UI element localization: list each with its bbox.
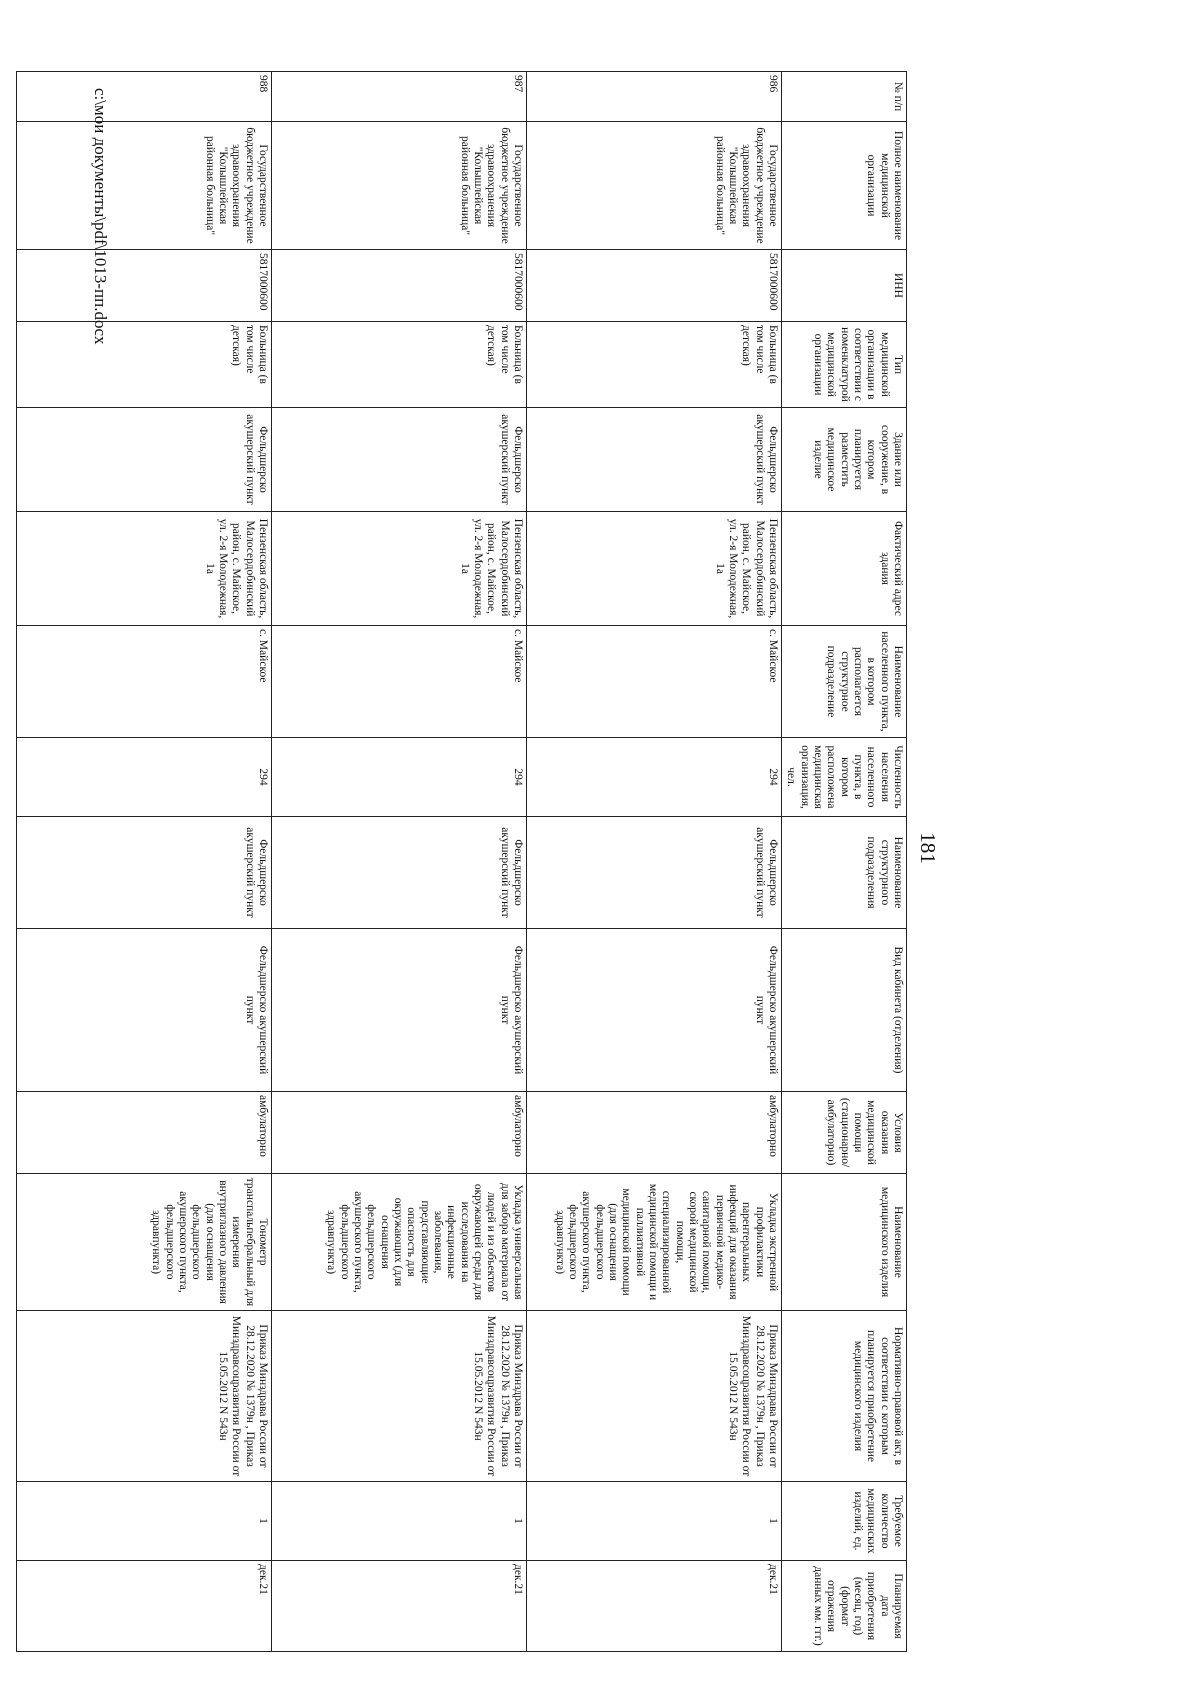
header-cell-settlement: Наименование населенного пункта, в котором располагается структурное подразделение — [782, 626, 907, 738]
header-cell-unit: Наименование структурного подразделения — [782, 817, 907, 929]
row-building: Фельдшерско акушерский пункт — [527, 408, 782, 512]
equipment-table — [16, 71, 907, 1652]
row-device: Тонометр транспальпебральный для измерения внутриглазного давления (для оснащения фельдшерского акушерского пункта, фельдшерского здравпункта) — [17, 1174, 272, 1311]
table-row — [17, 72, 272, 1652]
header-cell-num: № п/п — [782, 72, 907, 122]
row-inn: 5817000600 — [272, 250, 527, 322]
row-inn: 5817000600 — [17, 250, 272, 322]
row-date: дек.21 — [17, 1561, 272, 1652]
row-org-name: Государственное бюджетное учреждение здравоохранения "Колышлейская районная больница" — [272, 122, 527, 250]
row-org-type: Больница (в том числе детская) — [527, 322, 782, 408]
row-device: Укладка экстренной профилактики парентеральных инфекций для оказания первичной медико-санитарной помощи, скорой медицинской помощи, специализированной медицинской помощи и паллиативной медицинской помощи (для оснащения фельдшерского акушерского пункта, фельдшерского здравпункта) — [527, 1174, 782, 1311]
row-num: 986 — [527, 72, 782, 122]
row-unit: Фельдшерско акушерский пункт — [17, 817, 272, 929]
header-cell-address: Фактический адрес здания — [782, 512, 907, 626]
row-population: 294 — [17, 738, 272, 817]
row-org-type: Больница (в том числе детская) — [17, 322, 272, 408]
row-quantity: 1 — [17, 1482, 272, 1561]
header-cell-quantity: Требуемое количество медицинских изделий, ед. — [782, 1482, 907, 1561]
header-cell-building: Здание или сооружение, в котором планируется разместить медицинское изделие — [782, 408, 907, 512]
rotated-page — [50, 28, 1150, 1668]
page-number: 181 — [916, 832, 940, 864]
row-room-type: Фельдшерско акушерский пункт — [17, 929, 272, 1092]
header-cell-inn: ИНН — [782, 250, 907, 322]
header-cell-legal-act: Нормативно-правовой акт, в соответствии с которым планируется приобретение медицинского изделия — [782, 1311, 907, 1482]
table-row — [272, 72, 527, 1652]
header-cell-date: Планируемая дата приобретения (месяц, год) (формат отражения данных мм. ггг.) — [782, 1561, 907, 1652]
row-num: 987 — [272, 72, 527, 122]
table-header-row — [782, 72, 907, 1652]
header-cell-population: Численность населения населенного пункта, в котором расположена медицинская организация, чел. — [782, 738, 907, 817]
row-date: дек.21 — [272, 1561, 527, 1652]
row-legal-act: Приказ Минздрава России от 28.12.2020 № 1379н , Приказ Минздравсоцразвития России от 15.05.2012 N 543н — [527, 1311, 782, 1482]
row-org-type: Больница (в том числе детская) — [272, 322, 527, 408]
row-date: дек.21 — [527, 1561, 782, 1652]
row-settlement: с. Майское — [17, 626, 272, 738]
header-cell-room-type: Вид кабинета (отделения) — [782, 929, 907, 1092]
table-row — [527, 72, 782, 1652]
row-org-name: Государственное бюджетное учреждение здравоохранения "Колышлейская районная больница" — [17, 122, 272, 250]
row-settlement: с. Майское — [527, 626, 782, 738]
row-building: Фельдшерско акушерский пункт — [272, 408, 527, 512]
row-quantity: 1 — [527, 1482, 782, 1561]
row-conditions: амбулаторно — [272, 1092, 527, 1174]
row-unit: Фельдшерско акушерский пункт — [272, 817, 527, 929]
row-legal-act: Приказ Минздрава России от 28.12.2020 № 1379н , Приказ Минздравсоцразвития России от 15.05.2012 N 543н — [17, 1311, 272, 1482]
row-org-name: Государственное бюджетное учреждение здравоохранения "Колышлейская районная больница" — [527, 122, 782, 250]
row-num: 988 — [17, 72, 272, 122]
row-address: Пензенская область, Малосердобинский район, с. Майское, ул. 2-я Молодежная, 1а — [17, 512, 272, 626]
file-path-footer: c:\мои документы\pdf\1013-пп.docx — [91, 88, 110, 345]
header-cell-device: Наименование медицинского изделия — [782, 1174, 907, 1311]
row-address: Пензенская область, Малосердобинский район, с. Майское, ул. 2-я Молодежная, 1а — [527, 512, 782, 626]
row-conditions: амбулаторно — [17, 1092, 272, 1174]
row-population: 294 — [272, 738, 527, 817]
row-address: Пензенская область, Малосердобинский район, с. Майское, ул. 2-я Молодежная, 1а — [272, 512, 527, 626]
row-room-type: Фельдшерско акушерский пункт — [527, 929, 782, 1092]
row-building: Фельдшерско акушерский пункт — [17, 408, 272, 512]
row-inn: 5817000600 — [527, 250, 782, 322]
row-quantity: 1 — [272, 1482, 527, 1561]
row-settlement: с. Майское — [272, 626, 527, 738]
header-cell-org-type: Тип медицинской организации в соответствии с номенклатурой медицинской организации — [782, 322, 907, 408]
row-population: 294 — [527, 738, 782, 817]
row-legal-act: Приказ Минздрава России от 28.12.2020 № 1379н , Приказ Минздравсоцразвития России от 15.05.2012 N 543н — [272, 1311, 527, 1482]
row-unit: Фельдшерско акушерский пункт — [527, 817, 782, 929]
row-device: Укладка универсальная для забора материала от людей и из объектов окружающей среды для исследования на инфекционные заболевания, представляющие опасность для окружающих (для оснащения фельдшерского акушерского пункта, фельдшерского здравпункта) — [272, 1174, 527, 1311]
header-cell-conditions: Условия оказания медицинской помощи (стационарно/ амбулаторно) — [782, 1092, 907, 1174]
row-room-type: Фельдшерско акушерский пункт — [272, 929, 527, 1092]
row-conditions: амбулаторно — [527, 1092, 782, 1174]
header-cell-org-name: Полное наименование медицинской организации — [782, 122, 907, 250]
